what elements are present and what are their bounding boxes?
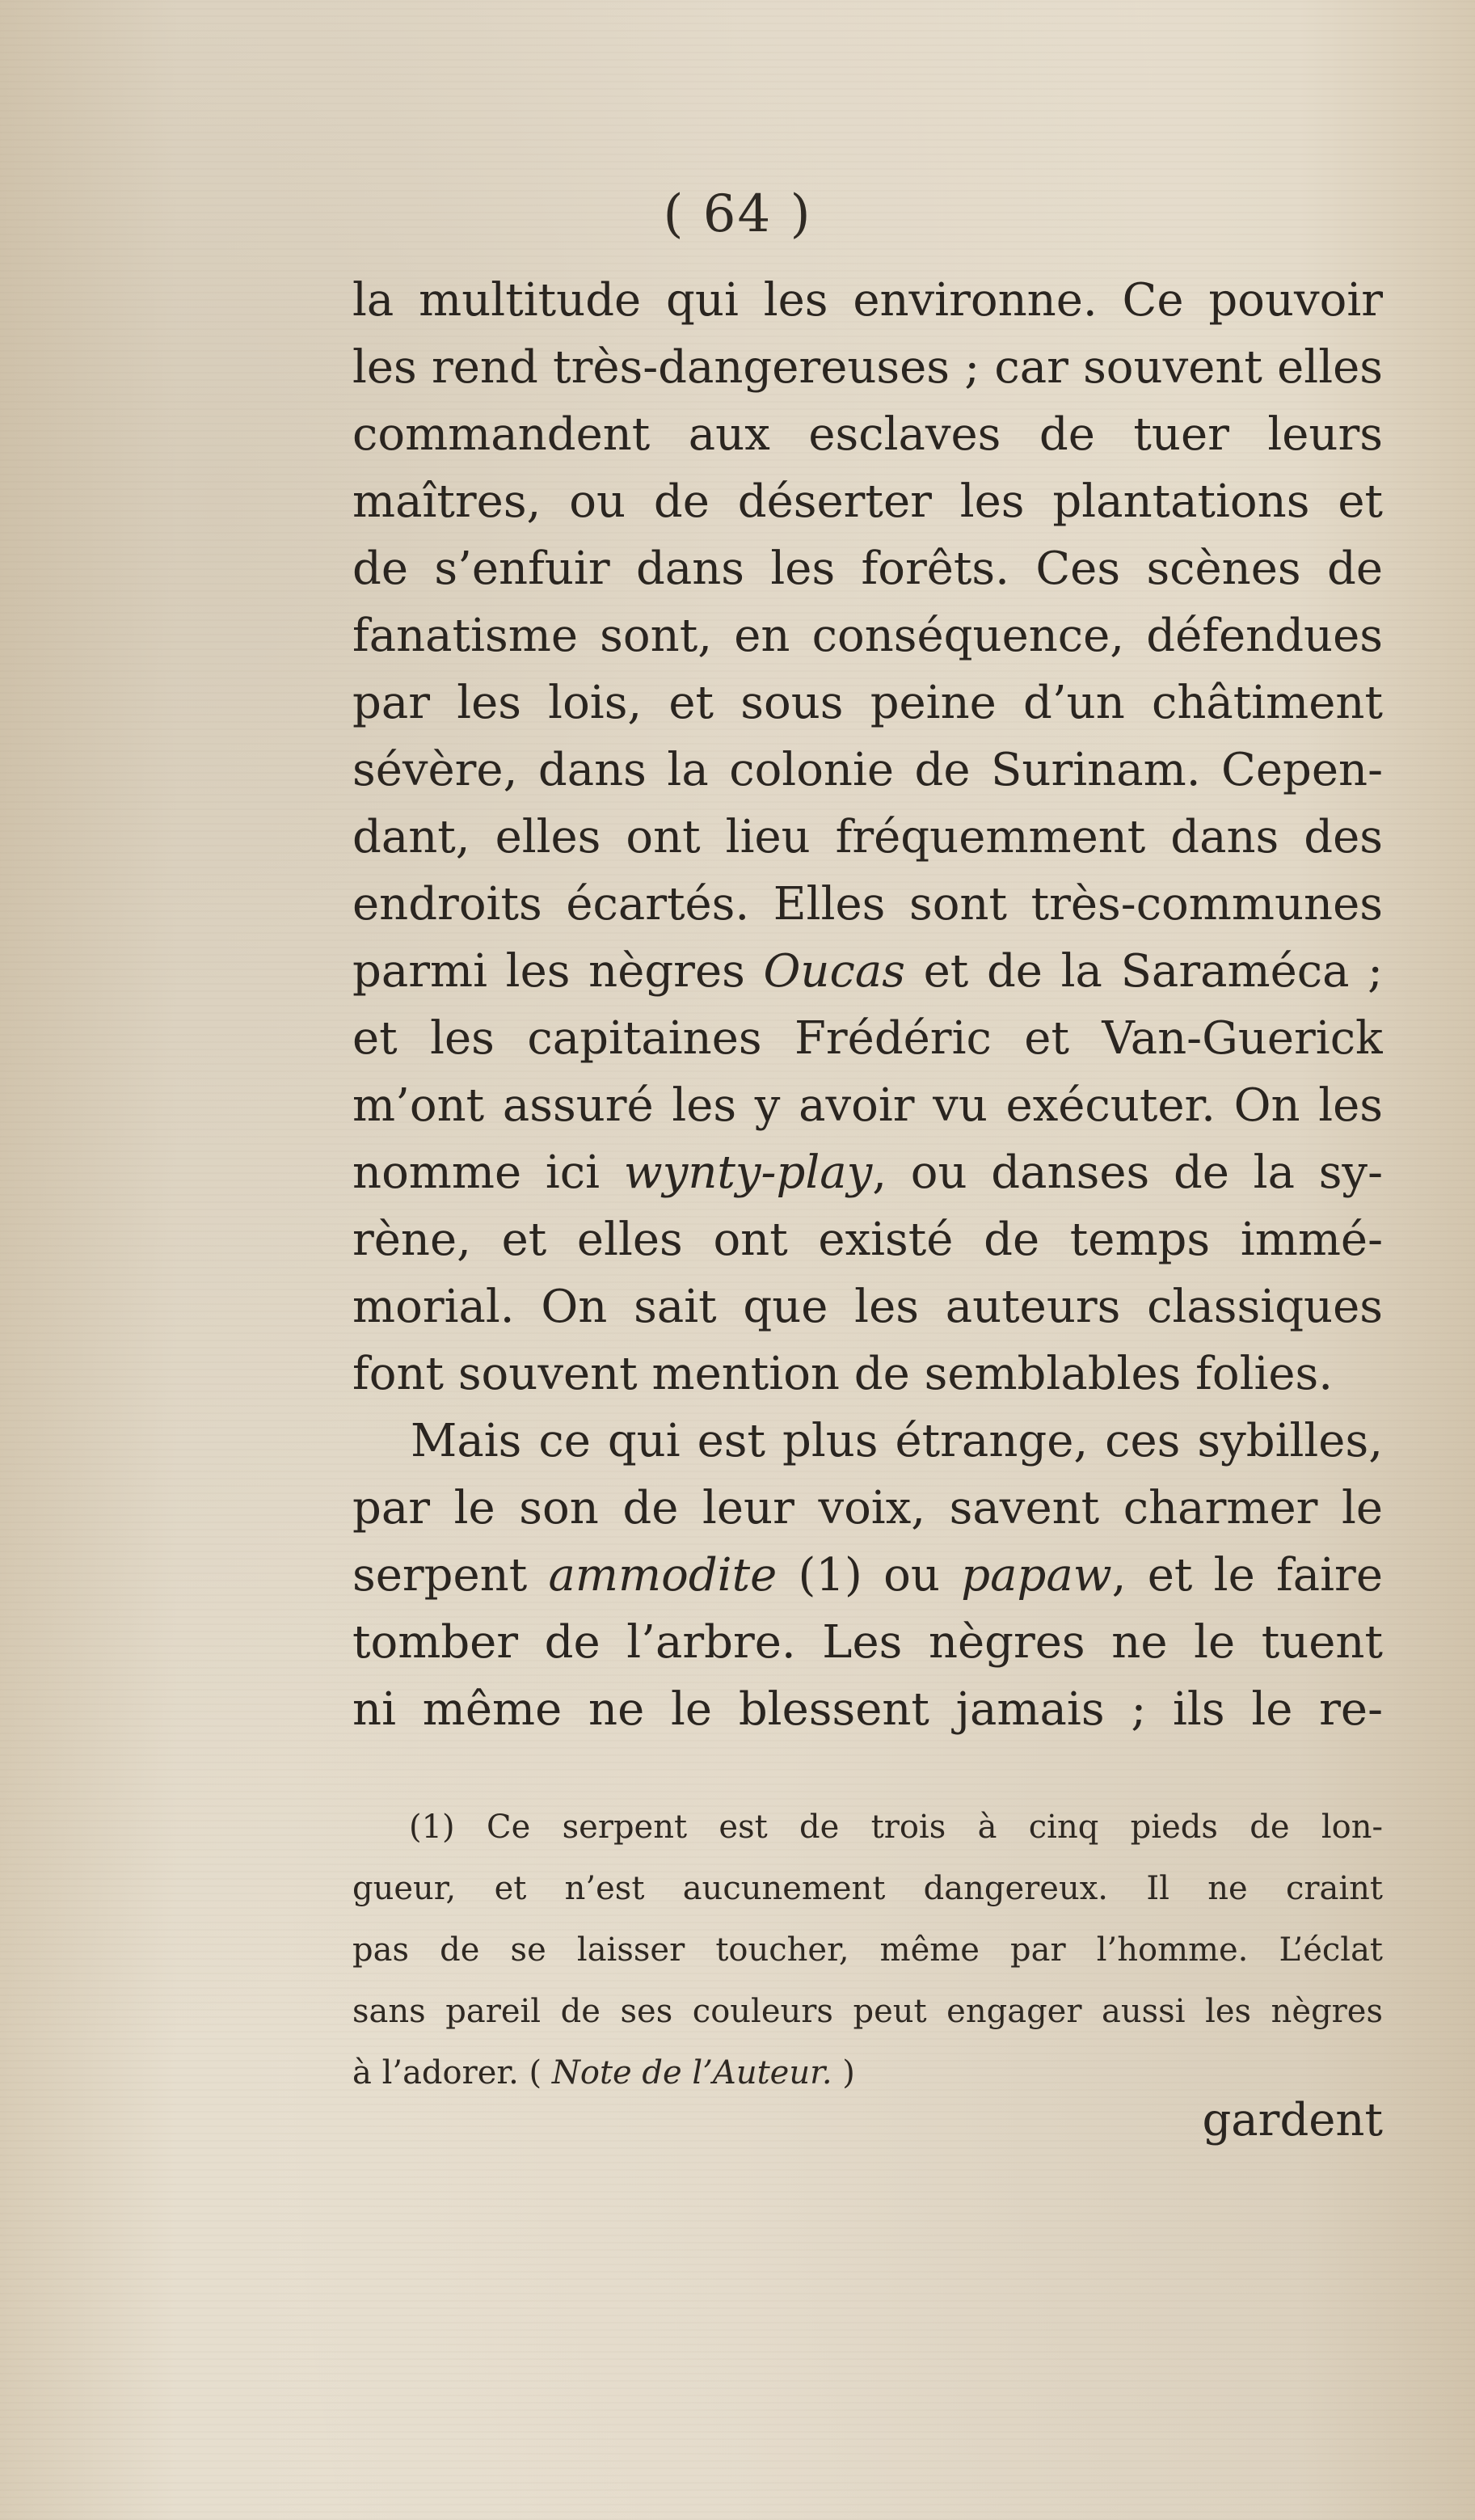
text-line: par les lois, et sous peine d’un châtiment bbox=[352, 677, 1383, 729]
italic-term: Note de l’Auteur. bbox=[551, 2054, 832, 2092]
text-line: de s’enfuir dans les forêts. Ces scènes de bbox=[352, 542, 1383, 595]
text-line: Mais ce qui est plus étrange, ces sybilles, bbox=[411, 1415, 1383, 1467]
text-line bbox=[352, 1139, 1383, 1206]
text-fragment: parmi les nègres bbox=[352, 945, 745, 998]
footnote-line: pas de se laisser toucher, même par l’homme. L’éclat bbox=[352, 1931, 1383, 1969]
text-line: dant, elles ont lieu fréquemment dans des bbox=[352, 811, 1383, 863]
page-number: ( 64 ) bbox=[663, 184, 812, 244]
text-line bbox=[352, 938, 1383, 1005]
text-line: et les capitaines Frédéric et Van-Guerick bbox=[352, 1012, 1383, 1065]
footnote-line: gueur, et n’est aucunement dangereux. Il ne craint bbox=[352, 1870, 1383, 1907]
text-line: les rend très-dangereuses ; car souvent elles bbox=[352, 341, 1383, 394]
text-line: tomber de l’arbre. Les nègres ne le tuent bbox=[352, 1616, 1383, 1669]
text-fragment: à l’adorer. ( bbox=[352, 2054, 542, 2092]
text-fragment: ) bbox=[842, 2054, 855, 2092]
text-fragment: nomme ici bbox=[352, 1146, 601, 1199]
text-line: la multitude qui les environne. Ce pouvoir bbox=[352, 274, 1383, 327]
main-text bbox=[352, 267, 1383, 1743]
text-line: fanatisme sont, en conséquence, défendues bbox=[352, 610, 1383, 662]
text-line: ni même ne le blessent jamais ; ils le re- bbox=[352, 1683, 1383, 1736]
italic-term: papaw bbox=[961, 1549, 1112, 1602]
text-line: morial. On sait que les auteurs classiques bbox=[352, 1281, 1383, 1333]
text-line: sévère, dans la colonie de Surinam. Cepen- bbox=[352, 744, 1383, 796]
text-fragment: , et le faire bbox=[1111, 1549, 1383, 1602]
footnote bbox=[352, 1796, 1383, 2104]
catchword: gardent bbox=[1202, 2094, 1383, 2146]
text-fragment: serpent bbox=[352, 1549, 528, 1602]
text-line: endroits écartés. Elles sont très-communes bbox=[352, 878, 1383, 931]
italic-term: wynty-play bbox=[623, 1146, 873, 1199]
italic-term: ammodite bbox=[548, 1549, 778, 1602]
text-line: font souvent mention de semblables folies. bbox=[352, 1348, 1334, 1400]
text-line: m’ont assuré les y avoir vu exécuter. On les bbox=[352, 1079, 1383, 1132]
text-line bbox=[352, 1542, 1383, 1609]
text-fragment: et de la Saraméca ; bbox=[923, 945, 1383, 998]
footnote-line: sans pareil de ses couleurs peut engager aussi les nègres bbox=[352, 1993, 1383, 2030]
text-line: maîtres, ou de déserter les plantations et bbox=[352, 475, 1383, 528]
text-fragment: , ou danses de la sy- bbox=[872, 1146, 1383, 1199]
italic-term: Oucas bbox=[763, 945, 905, 998]
text-line: par le son de leur voix, savent charmer le bbox=[352, 1482, 1383, 1534]
text-line: rène, et elles ont existé de temps immé- bbox=[352, 1214, 1383, 1266]
footnote-line: (1) Ce serpent est de trois à cinq pieds de lon- bbox=[409, 1809, 1383, 1846]
text-line: commandent aux esclaves de tuer leurs bbox=[352, 408, 1383, 461]
text-fragment: (1) ou bbox=[798, 1549, 940, 1602]
